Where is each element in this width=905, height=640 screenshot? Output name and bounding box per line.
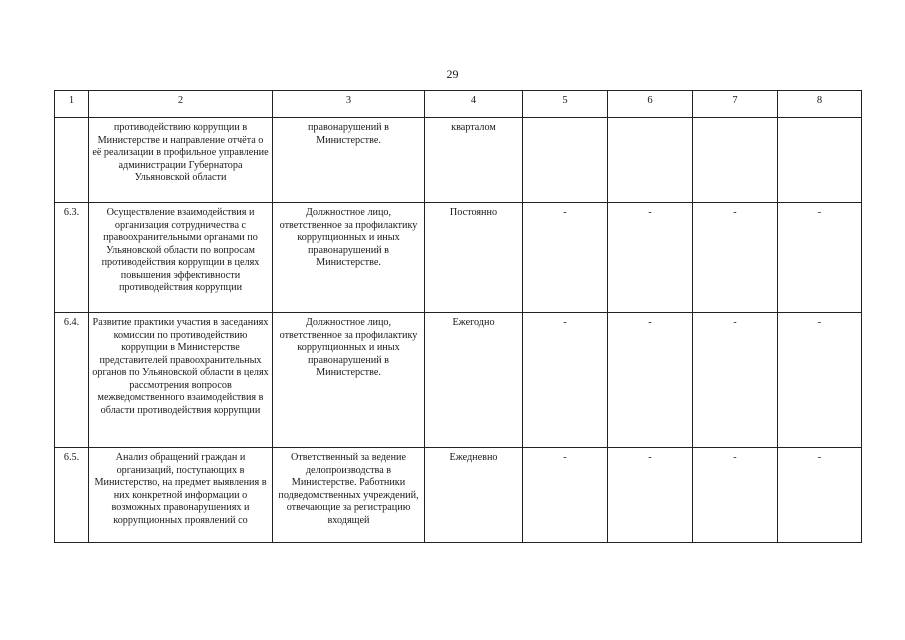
measures-table xyxy=(54,90,862,543)
value-cell xyxy=(778,118,862,203)
value-cell: - xyxy=(693,203,778,313)
column-header: 1 xyxy=(55,91,89,118)
column-header: 2 xyxy=(89,91,273,118)
value-cell: - xyxy=(778,203,862,313)
measure-cell: Осуществление взаимодействия и организация сотрудничества с правоохранительными органами по Ульяновской области по вопросам противодействия коррупции в целях повышения эффективности противодействия коррупции xyxy=(89,203,273,313)
value-cell: - xyxy=(778,448,862,543)
value-cell xyxy=(608,118,693,203)
measure-cell: Развитие практики участия в заседаниях комиссии по противодействию коррупции в Министерстве представителей правоохранительных органов по Ульяновской области в целях рассмотрения вопросов межведомственного взаимодействия в области противодействия коррупции xyxy=(89,313,273,448)
responsible-cell: Должностное лицо, ответственное за профилактику коррупционных и иных правонарушений в Министерстве. xyxy=(273,203,425,313)
table-header-row xyxy=(55,91,862,118)
term-cell: Ежедневно xyxy=(425,448,523,543)
table-row xyxy=(55,203,862,313)
term-cell: Ежегодно xyxy=(425,313,523,448)
value-cell: - xyxy=(778,313,862,448)
value-cell: - xyxy=(693,448,778,543)
responsible-cell: Должностное лицо, ответственное за профилактику коррупционных и иных правонарушений в Министерстве. xyxy=(273,313,425,448)
responsible-cell: Ответственный за ведение делопроизводства в Министерстве. Работники подведомственных учреждений, отвечающие за регистрацию входящей xyxy=(273,448,425,543)
value-cell: - xyxy=(523,203,608,313)
value-cell: - xyxy=(693,313,778,448)
value-cell xyxy=(523,118,608,203)
responsible-cell: правонарушений в Министерстве. xyxy=(273,118,425,203)
measure-cell: противодействию коррупции в Министерстве и направление отчёта о её реализации в профильное управление администрации Губернатора Ульяновской области xyxy=(89,118,273,203)
value-cell: - xyxy=(608,203,693,313)
value-cell xyxy=(693,118,778,203)
column-header: 6 xyxy=(608,91,693,118)
column-header: 8 xyxy=(778,91,862,118)
measure-cell: Анализ обращений граждан и организаций, поступающих в Министерство, на предмет выявления в них конкретной информации о возможных правонарушениях и коррупционных проявлений со xyxy=(89,448,273,543)
column-header: 4 xyxy=(425,91,523,118)
value-cell: - xyxy=(523,448,608,543)
row-number: 6.5. xyxy=(55,448,89,543)
column-header: 3 xyxy=(273,91,425,118)
row-number: 6.4. xyxy=(55,313,89,448)
value-cell: - xyxy=(523,313,608,448)
table-row xyxy=(55,118,862,203)
table-row xyxy=(55,448,862,543)
term-cell: Постоянно xyxy=(425,203,523,313)
column-header: 5 xyxy=(523,91,608,118)
term-cell: кварталом xyxy=(425,118,523,203)
table-row xyxy=(55,313,862,448)
column-header: 7 xyxy=(693,91,778,118)
page-number: 29 xyxy=(446,67,459,81)
row-number xyxy=(55,118,89,203)
value-cell: - xyxy=(608,313,693,448)
value-cell: - xyxy=(608,448,693,543)
row-number: 6.3. xyxy=(55,203,89,313)
